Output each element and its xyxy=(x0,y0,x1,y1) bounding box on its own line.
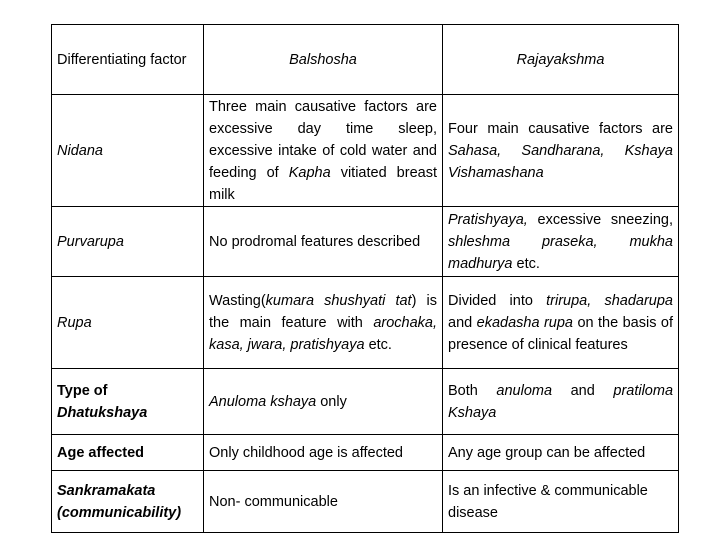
row-label-age: Age affected xyxy=(52,435,204,471)
cell-balshosha-dhatukshaya: Anuloma kshaya only xyxy=(204,369,443,435)
cell-balshosha-rupa: Wasting(kumara shushyati tat) is the main feature with arochaka, kasa, jwara, pratishyaya etc. xyxy=(204,277,443,369)
cell-balshosha-nidana: Three main causative factors are excessive day time sleep, excessive intake of cold water and feeding of Kapha vitiated breast milk xyxy=(204,95,443,207)
cell-rajayakshma-sankramakata: Is an infective & communicable disease xyxy=(443,471,679,533)
table-row xyxy=(52,471,679,533)
cell-rajayakshma-nidana: Four main causative factors are Sahasa, Sandharana, Kshaya Vishamashana xyxy=(443,95,679,207)
cell-rajayakshma-dhatukshaya: Both anuloma and pratiloma Kshaya xyxy=(443,369,679,435)
table-header-row xyxy=(52,25,679,95)
table-row xyxy=(52,435,679,471)
cell-rajayakshma-purvarupa: Pratishyaya, excessive sneezing, shleshma praseka, mukha madhurya etc. xyxy=(443,207,679,277)
cell-rajayakshma-rupa: Divided into trirupa, shadarupa and ekadasha rupa on the basis of presence of clinical features xyxy=(443,277,679,369)
cell-rajayakshma-age: Any age group can be affected xyxy=(443,435,679,471)
row-label-rupa: Rupa xyxy=(52,277,204,369)
row-label-sankramakata: Sankramakata (communicability) xyxy=(52,471,204,533)
comparison-table xyxy=(51,24,679,533)
table-row xyxy=(52,369,679,435)
cell-balshosha-age: Only childhood age is affected xyxy=(204,435,443,471)
header-factor: Differentiating factor xyxy=(52,25,204,95)
row-label-purvarupa: Purvarupa xyxy=(52,207,204,277)
row-label-dhatukshaya: Type of Dhatukshaya xyxy=(52,369,204,435)
row-label-nidana: Nidana xyxy=(52,95,204,207)
table-row xyxy=(52,207,679,277)
cell-balshosha-sankramakata: Non- communicable xyxy=(204,471,443,533)
header-rajayakshma: Rajayakshma xyxy=(443,25,679,95)
cell-balshosha-purvarupa: No prodromal features described xyxy=(204,207,443,277)
table-row xyxy=(52,277,679,369)
header-balshosha: Balshosha xyxy=(204,25,443,95)
table-row xyxy=(52,95,679,207)
